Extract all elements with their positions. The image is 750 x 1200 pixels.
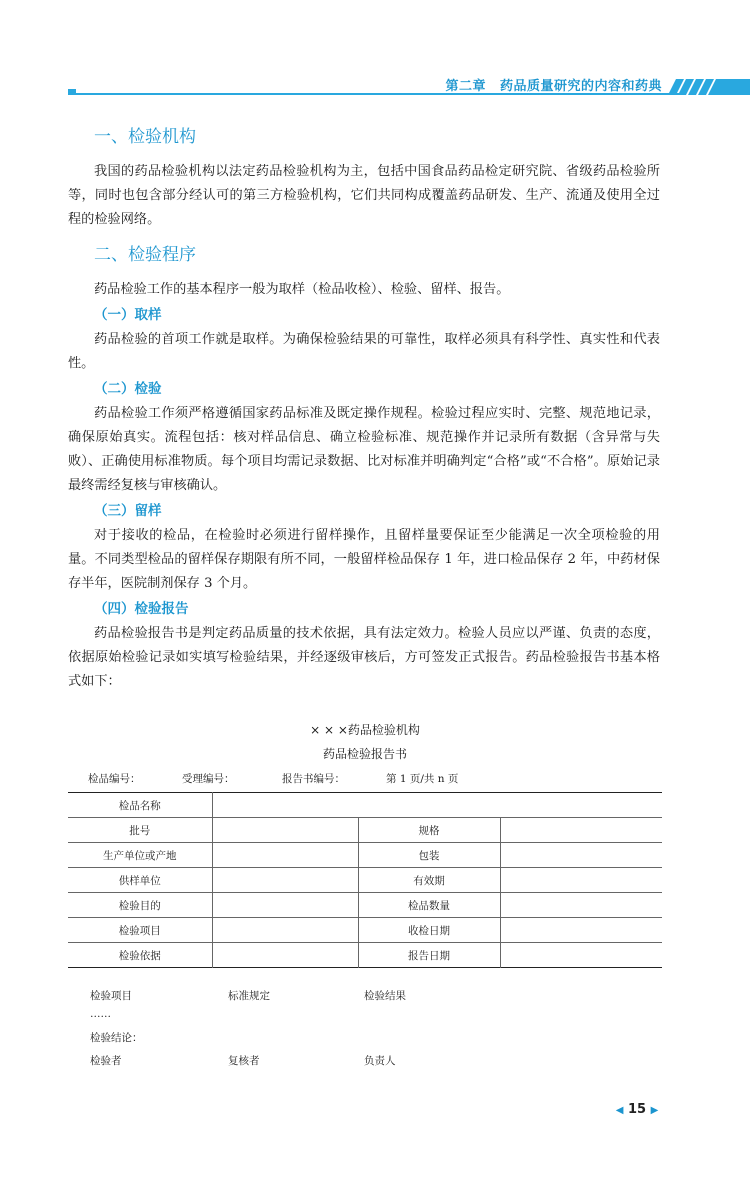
table-row (68, 943, 662, 968)
report-template (68, 718, 662, 1078)
label-cell: 检品名称 (68, 793, 212, 818)
label-cell: 检品数量 (358, 893, 500, 918)
table-row (68, 818, 662, 843)
header-stripes-decoration (660, 75, 750, 95)
footer-ellipsis: …… (90, 1008, 111, 1020)
value-cell (212, 843, 358, 868)
footer-result-label: 检验结果 (364, 990, 406, 1002)
report-meta (68, 766, 662, 792)
report-title: 药品检验报告书 (322, 747, 407, 761)
label-cell: 收检日期 (358, 918, 500, 943)
meta-page: 第 1 页/共 n 页 (386, 773, 459, 785)
value-cell (212, 943, 358, 968)
value-cell (500, 818, 662, 843)
subheading-report: （四）检验报告 (94, 601, 189, 617)
paragraph-retention: 对于接收的检品，在检验时必须进行留样操作，且留样量要保证至少能满足一次全项检验的用量。不同类型检品的留样保存期限有所不同，一般留样检品保存 1 年，进口检品保存 2 年，中药材保存半年，医院制剂保存 3 个月。 (68, 528, 660, 591)
label-cell: 包装 (358, 843, 500, 868)
label-cell: 检验目的 (68, 893, 212, 918)
paragraph-2: 药品检验工作的基本程序一般为取样（检品收检）、检验、留样、报告。 (94, 282, 510, 297)
footer-inspector: 检验者 (90, 1055, 122, 1067)
subheading-testing: （二）检验 (94, 381, 162, 397)
table-row (68, 793, 662, 818)
page-number (612, 1100, 662, 1120)
value-cell (500, 893, 662, 918)
paragraph-1: 我国的药品检验机构以法定药品检验机构为主，包括中国食品药品检定研究院、省级药品检验所等，同时也包含部分经认可的第三方检验机构，它们共同构成覆盖药品研发、生产、流通及使用全过程的检验网络。 (68, 164, 660, 227)
next-triangle-icon: ▶ (650, 1105, 659, 1116)
value-cell (500, 868, 662, 893)
table-row (68, 868, 662, 893)
section-heading-2: 二、检验程序 (94, 245, 196, 265)
subheading-retention: （三）留样 (94, 503, 162, 519)
paragraph-sampling: 药品检验的首项工作就是取样。为确保检验结果的可靠性，取样必须具有科学性、真实性和代表性。 (68, 332, 660, 371)
value-cell (212, 918, 358, 943)
footer-conclusion: 检验结论： (90, 1032, 143, 1044)
table-row (68, 893, 662, 918)
report-table (68, 792, 662, 968)
meta-accept-no: 受理编号： (182, 773, 235, 785)
meta-sample-no: 检品编号： (88, 773, 141, 785)
chapter-title: 药品质量研究的内容和药典 (499, 79, 662, 94)
table-row (68, 843, 662, 868)
value-cell (212, 868, 358, 893)
label-cell: 批号 (68, 818, 212, 843)
footer-reviewer: 复核者 (228, 1055, 260, 1067)
report-footer (68, 968, 662, 1078)
paragraph-testing: 药品检验工作须严格遵循国家药品标准及既定操作规程。检验过程应实时、完整、规范地记录，确保原始真实。流程包括：核对样品信息、确立检验标准、规范操作并记录所有数据（含异常与失败）、正确使用标准物质。每个项目均需记录数据、比对标准并明确判定“合格”或“不合格”。原始记录最终需经复核与审核确认。 (68, 406, 660, 493)
label-cell: 生产单位或产地 (68, 843, 212, 868)
value-cell (212, 893, 358, 918)
prev-triangle-icon: ◀ (615, 1105, 624, 1116)
footer-responsible: 负责人 (364, 1055, 396, 1067)
label-cell: 检验项目 (68, 918, 212, 943)
page-header (0, 0, 750, 100)
body-text (68, 120, 660, 694)
label-cell: 有效期 (358, 868, 500, 893)
value-cell (212, 818, 358, 843)
paragraph-report: 药品检验报告书是判定药品质量的技术依据，具有法定效力。检验人员应以严谨、负责的态度，依据原始检验记录如实填写检验结果，并经逐级审核后，方可签发正式报告。药品检验报告书基本格式如下： (68, 626, 660, 689)
running-head (445, 75, 662, 94)
value-cell (500, 943, 662, 968)
label-cell: 供样单位 (68, 868, 212, 893)
label-cell: 规格 (358, 818, 500, 843)
subheading-sampling: （一）取样 (94, 307, 162, 323)
table-row (68, 918, 662, 943)
footer-standard-label: 标准规定 (228, 990, 270, 1002)
meta-report-no: 报告书编号： (282, 773, 345, 785)
value-cell (500, 843, 662, 868)
section-heading-1: 一、检验机构 (94, 127, 196, 147)
page-number-text: 15 (627, 1102, 647, 1117)
label-cell: 检验依据 (118, 949, 161, 962)
value-cell (212, 793, 662, 818)
report-org: × × ×药品检验机构 (310, 723, 420, 737)
label-cell: 报告日期 (358, 943, 500, 968)
chapter-number: 第二章 (445, 79, 486, 94)
value-cell (500, 918, 662, 943)
footer-item-label: 检验项目 (90, 990, 132, 1002)
